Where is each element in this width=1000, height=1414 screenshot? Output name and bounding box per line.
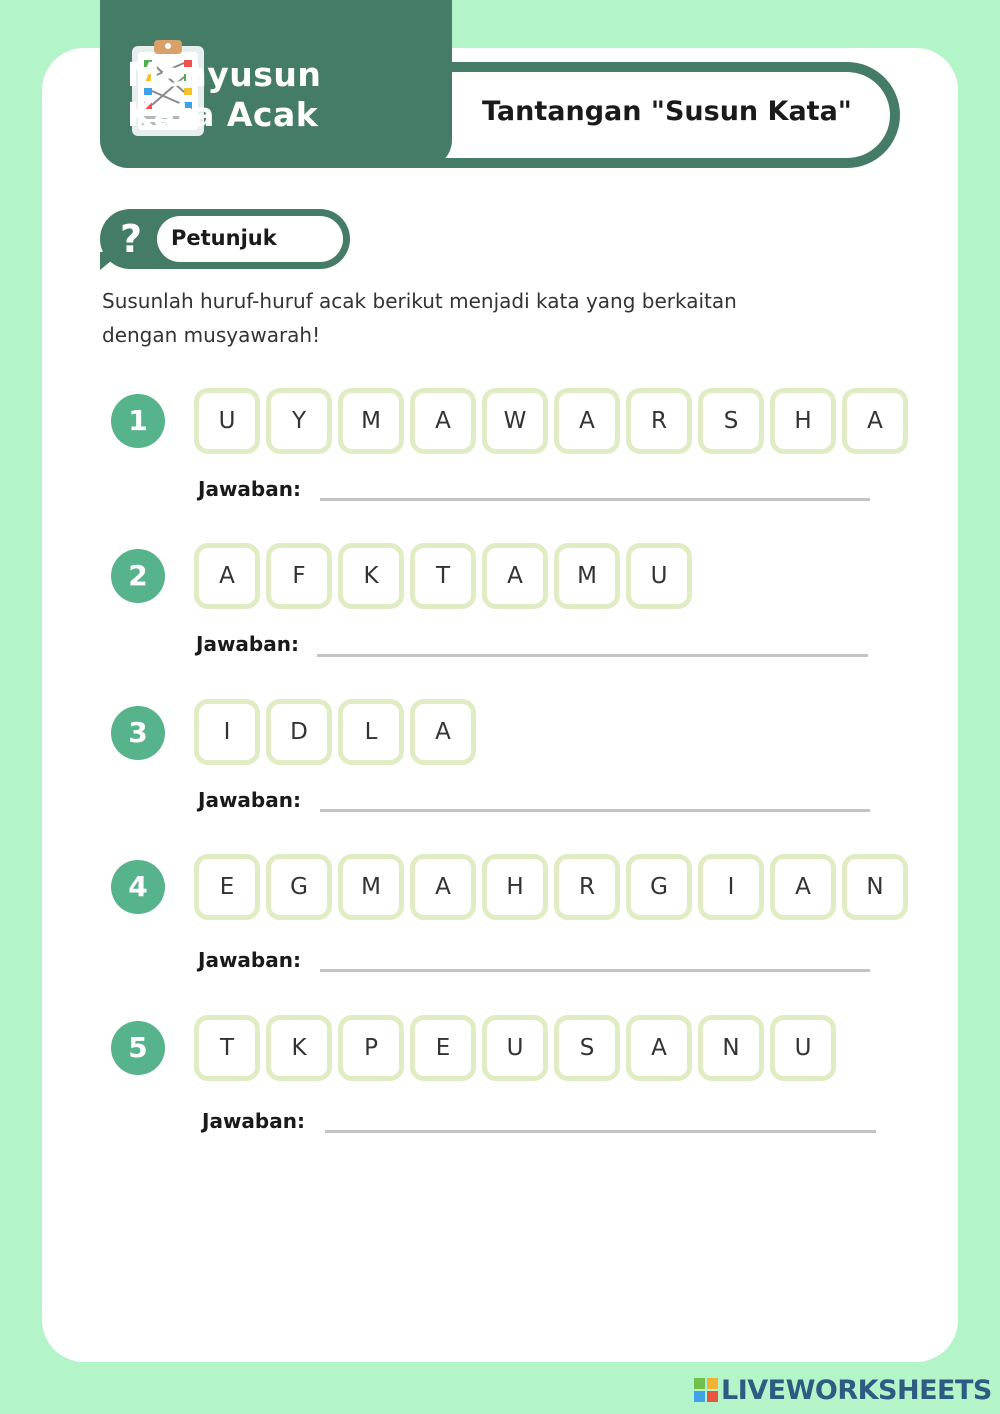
letter-tile: S <box>698 388 764 454</box>
letter-tile: R <box>626 388 692 454</box>
letter-tile: U <box>194 388 260 454</box>
letter-tile: I <box>698 854 764 920</box>
question-number-badge: 3 <box>111 706 165 760</box>
question-mark-icon: ? <box>119 217 143 261</box>
letter-tile: N <box>698 1015 764 1081</box>
instructions-text: Susunlah huruf-huruf acak berikut menjadi kata yang berkaitan dengan musyawarah! <box>102 289 737 347</box>
letter-tiles <box>194 388 914 454</box>
worksheet-title <box>127 55 321 135</box>
letter-tiles <box>194 1015 842 1081</box>
letter-tile: S <box>554 1015 620 1081</box>
letter-tile: N <box>842 854 908 920</box>
letter-tile: A <box>482 543 548 609</box>
letter-tile: M <box>554 543 620 609</box>
letter-tile: K <box>338 543 404 609</box>
letter-tile: U <box>482 1015 548 1081</box>
question-number-badge: 2 <box>111 549 165 603</box>
question-4 <box>0 854 1000 984</box>
letter-tile: L <box>338 699 404 765</box>
question-number-badge: 5 <box>111 1021 165 1075</box>
question-number-badge: 1 <box>111 394 165 448</box>
footer-brand <box>694 1374 992 1406</box>
letter-tile: U <box>770 1015 836 1081</box>
letter-tile: M <box>338 854 404 920</box>
letter-tile: G <box>626 854 692 920</box>
brand-name: LIVEWORKSHEETS <box>721 1374 992 1406</box>
letter-tile: A <box>194 543 260 609</box>
letter-tile: A <box>410 854 476 920</box>
answer-label: Jawaban: <box>202 1109 305 1133</box>
answer-line[interactable] <box>320 498 870 501</box>
question-3 <box>0 699 1000 829</box>
answer-label: Jawaban: <box>198 477 301 501</box>
letter-tile: K <box>266 1015 332 1081</box>
subtitle-text: Tantangan "Susun Kata" <box>482 96 852 127</box>
letter-tile: A <box>842 388 908 454</box>
answer-label: Jawaban: <box>196 632 299 656</box>
letter-tile: T <box>194 1015 260 1081</box>
letter-tiles <box>194 699 482 765</box>
letter-tile: H <box>770 388 836 454</box>
letter-tile: A <box>770 854 836 920</box>
answer-line[interactable] <box>325 1130 876 1133</box>
title-line-2: Kata Acak <box>127 95 319 134</box>
answer-line[interactable] <box>317 654 868 657</box>
letter-tile: W <box>482 388 548 454</box>
question-5 <box>0 1015 1000 1145</box>
liveworksheets-logo-icon <box>694 1378 718 1402</box>
title-line-1: Menyusun <box>127 55 322 94</box>
answer-label: Jawaban: <box>198 948 301 972</box>
question-number-badge: 4 <box>111 860 165 914</box>
answer-line[interactable] <box>320 809 870 812</box>
letter-tile: G <box>266 854 332 920</box>
answer-label: Jawaban: <box>198 788 301 812</box>
letter-tile: Y <box>266 388 332 454</box>
letter-tile: A <box>626 1015 692 1081</box>
letter-tile: D <box>266 699 332 765</box>
letter-tile: R <box>554 854 620 920</box>
question-1 <box>0 388 1000 518</box>
answer-line[interactable] <box>320 969 870 972</box>
letter-tile: H <box>482 854 548 920</box>
letter-tile: A <box>410 388 476 454</box>
letter-tiles <box>194 543 698 609</box>
letter-tile: P <box>338 1015 404 1081</box>
hint-label: Petunjuk <box>171 226 277 250</box>
letter-tile: I <box>194 699 260 765</box>
letter-tiles <box>194 854 914 920</box>
letter-tile: M <box>338 388 404 454</box>
letter-tile: A <box>410 699 476 765</box>
letter-tile: U <box>626 543 692 609</box>
letter-tile: T <box>410 543 476 609</box>
question-2 <box>0 543 1000 673</box>
letter-tile: E <box>410 1015 476 1081</box>
letter-tile: A <box>554 388 620 454</box>
letter-tile: E <box>194 854 260 920</box>
letter-tile: F <box>266 543 332 609</box>
